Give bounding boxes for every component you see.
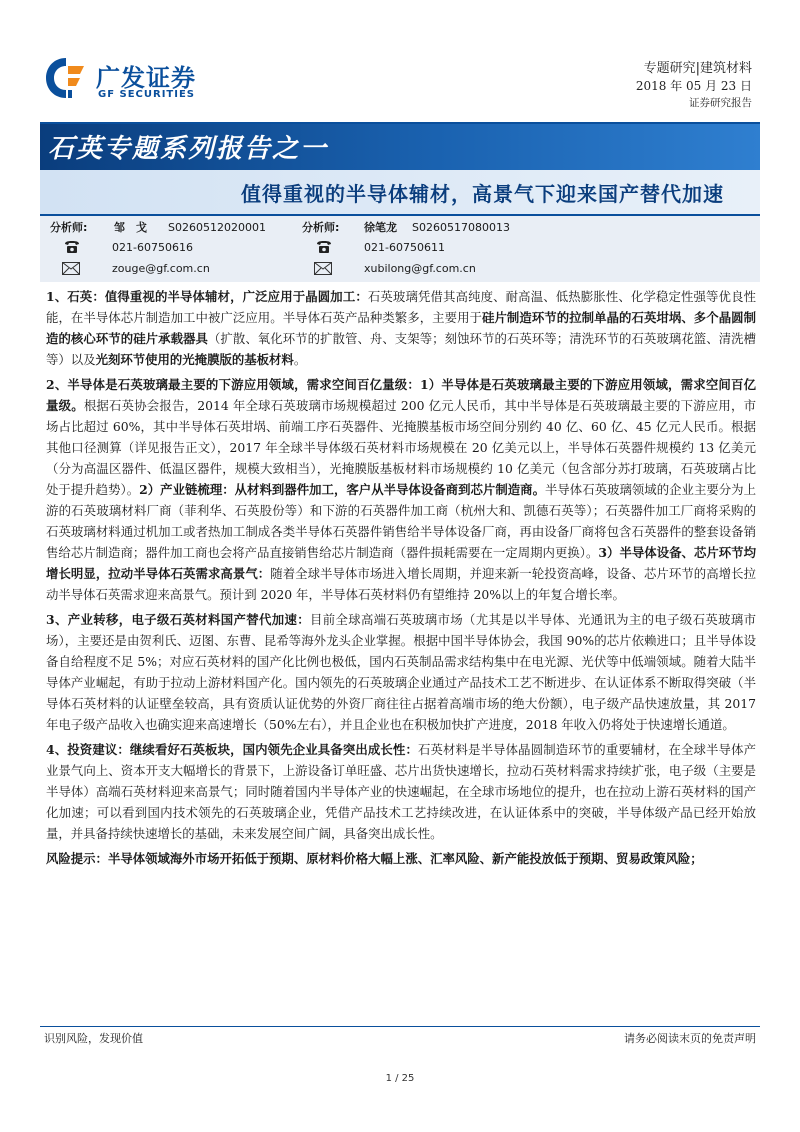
phone-icon [64, 240, 80, 254]
analyst-cert: S0260517080013 [412, 221, 510, 234]
footer-slogan: 识别风险，发现价值 [44, 1032, 143, 1045]
gf-logo-icon [44, 56, 88, 100]
summary-paragraph [46, 286, 756, 370]
text-segment: 随着全球半导体市场进入增长周期，并迎来新一轮投资高峰，设备、芯片环节的高增长拉动半导体石英需求迎来高景气。预计到 2020 年，半导体石英材料仍有望维持 20%以上的年复合增长率。 [46, 566, 757, 602]
text-segment: （扩散、氧化环节的扩散管、舟、支架等；刻蚀环节的石英环等；清洗环节的石英玻璃花篮、清洗槽等）以及 [46, 331, 757, 367]
analyst-label: 分析师: [50, 221, 88, 234]
footer-divider [40, 1026, 760, 1027]
bold-text-segment: 2、半导体是石英玻璃最主要的下游应用领域，需求空间百亿量级：1）半导体是石英玻璃最主要的下游应用领域，需求空间百亿量级。 [46, 377, 756, 413]
analyst-name: 邹 戈 [114, 221, 147, 234]
analyst-name: 徐笔龙 [364, 221, 397, 234]
analyst-phone[interactable]: 021-60750611 [364, 241, 445, 254]
text-segment: 根据石英协会报告，2014 年全球石英玻璃市场规模超过 200 亿元人民币，其中半导体是石英玻璃最主要的下游应用，市场占比超过 60%，其中半导体石英坩埚、前端工序石英器件、光掩膜基板市场空间分别约 40 亿、60 亿、45 亿元人民币。根据其他口径测算（详见报告正文），2017 年全球半导体级石英材料市场规模在 20 亿美元以上，半导体石英器件规模约 13 亿美元（分为高温区器件、低温区器件，规模大致相当），光掩膜版基板材料市场规模约 10 亿美元（包含部分苏打玻璃，石英玻璃占比处于提升趋势）。 [46, 398, 757, 497]
bold-text-segment: 2）产业链梳理：从材料到器件加工，客户从半导体设备商到芯片制造商。 [139, 482, 545, 497]
bold-text-segment: 硅片制造环节的拉制单晶的石英坩埚、多个晶圆制造的核心环节的硅片承载器具 [46, 310, 757, 346]
text-segment: 石英玻璃凭借其高纯度、耐高温、低热膨胀性、化学稳定性强等优良性能，在半导体芯片制造加工中被广泛应用。半导体石英产品种类繁多，主要用于 [46, 289, 757, 325]
analyst-email[interactable]: zouge@gf.com.cn [112, 262, 210, 275]
analyst-label: 分析师: [302, 221, 340, 234]
report-header [0, 0, 800, 118]
bold-text-segment: 风险提示：半导体领域海外市场开拓低于预期、原材料价格大幅上涨、汇率风险、新产能投放低于预期、贸易政策风险； [46, 851, 703, 866]
bold-text-segment: 光刻环节使用的光掩膜版的基板材料 [95, 352, 294, 367]
text-segment: 目前全球高端石英玻璃市场（尤其是以半导体、光通讯为主的电子级石英玻璃市场），主要还是由贺利氏、迈图、东曹、昆希等海外龙头企业掌握。根据中国半导体协会，我国 90%的芯片依赖进口；且半导体设备自给程度不足 5%；对应石英材料的国产化比例也极低，国内石英制品需求结构集中在电光源、光伏等中低端领域。随着大陆半导体产业崛起，有助于拉动上游材料国产化。国内领先的石英玻璃企业通过产品技术工艺不断进步、在认证体系不断取得突破（半导体石英材料的认证壁垒较高，具有资质认证优势的外资厂商往往占据着高端市场的绝大份额），电子级产品快速放量，其 2017 年电子级产品收入也确实迎来高速增长（50%左右），并且企业也在积极加快扩产进度，2018 年收入仍将处于快速增长通道。 [46, 612, 756, 732]
mail-icon [62, 262, 80, 275]
report-type: 证券研究报告 [689, 97, 752, 109]
page-number: 1 / 25 [385, 1073, 415, 1084]
phone-icon [316, 240, 332, 254]
text-segment: 。 [293, 352, 307, 367]
text-segment: 石英材料是半导体晶圆制造环节的重要辅材，在全球半导体产业景气向上、资本开支大幅增长的背景下，上游设备订单旺盛、芯片出货快速增长，拉动石英材料需求持续扩张，电子级（主要是半导体）高端石英材料迎来高景气；同时随着国内半导体产业的快速崛起，在全球市场地位的提升，也在拉动上游石英材料的国产化加速；可以看到国内技术领先的石英玻璃企业，凭借产品技术工艺持续改进，在认证体系中的突破，半导体级产品已经开始放量，并具备持续快速增长的基础，未来发展空间广阔，具备突出成长性。 [46, 742, 756, 841]
bold-text-segment: 4、投资建议：继续看好石英板块，国内领先企业具备突出成长性： [46, 742, 418, 757]
bold-text-segment: 3、产业转移，电子级石英材料国产替代加速： [46, 612, 311, 627]
report-date: 2018 年 05 月 23 日 [635, 79, 752, 93]
analyst-phone[interactable]: 021-60750616 [112, 241, 193, 254]
summary-paragraph [46, 374, 756, 605]
brand-name-cn: 广发证券 [96, 64, 196, 92]
bold-text-segment: 1、石英：值得重视的半导体辅材，广泛应用于晶圆加工： [46, 289, 368, 304]
analyst-email[interactable]: xubilong@gf.com.cn [364, 262, 476, 275]
report-summary [46, 286, 756, 873]
risk-warning [46, 848, 756, 869]
text-segment: 半导体石英玻璃领域的企业主要分为上游的石英玻璃材料厂商（菲利华、石英股份等）和下游的石英器件加工商（杭州大和、凯德石英等）；石英器件加工厂商将采购的石英玻璃材料通过机加工或者热加工制成各类半导体石英器件销售给半导体设备厂商，再由设备厂商将包含石英器件的整套设备销售给芯片制造商；器件加工商也会将产品直接销售给芯片制造商（器件损耗需要在一定周期内更换）。 [46, 482, 756, 560]
summary-paragraph [46, 739, 756, 844]
bold-text-segment: 3）半导体设备、芯片环节均增长明显，拉动半导体石英需求高景气： [46, 545, 756, 581]
series-title: 石英专题系列报告之一 [48, 134, 329, 164]
brand-name-en: GF SECURITIES [98, 89, 196, 100]
report-category: 专题研究|建筑材料 [643, 61, 752, 76]
mail-icon [314, 262, 332, 275]
main-title: 值得重视的半导体辅材，高景气下迎来国产替代加速 [241, 182, 724, 206]
summary-paragraph [46, 609, 756, 735]
analyst-row [302, 218, 742, 238]
analyst-cert: S0260512020001 [168, 221, 266, 234]
analyst-panel [40, 216, 760, 282]
footer-disclaimer-note: 请务必阅读末页的免责声明 [624, 1032, 756, 1045]
header-meta [636, 60, 752, 111]
title-band [40, 122, 760, 214]
